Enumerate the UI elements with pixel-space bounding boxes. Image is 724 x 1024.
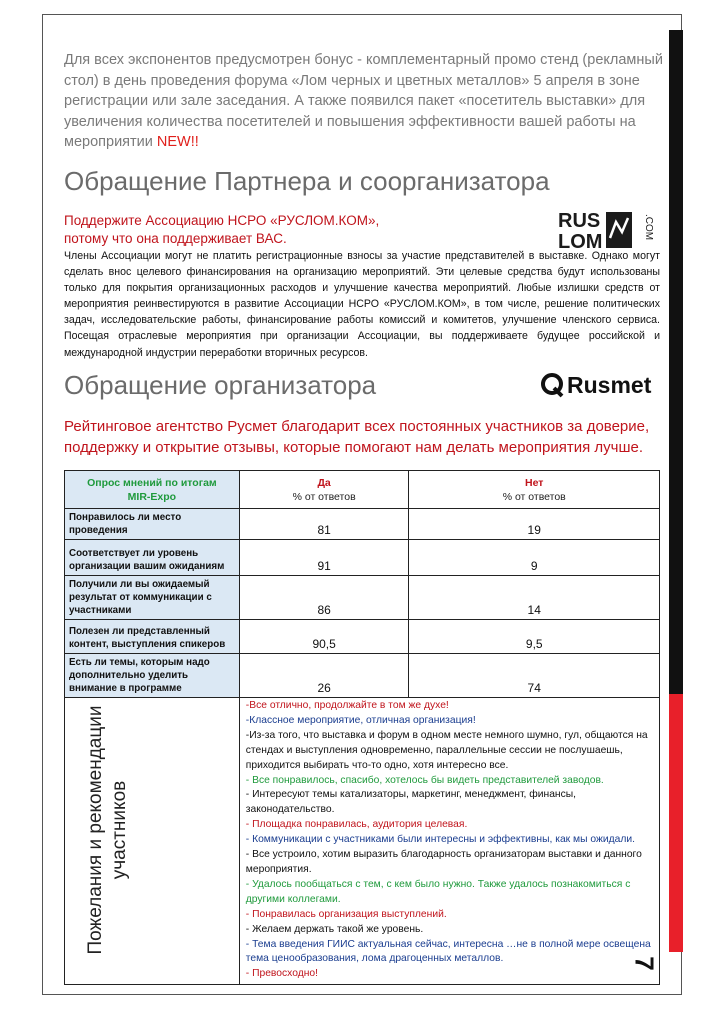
survey-header-line1: Опрос мнений по итогам [87, 476, 217, 489]
survey-no-value: 9,5 [409, 620, 660, 654]
wish-item: - Интересуют темы катализаторы, маркетинг, менеджмент, финансы, законодательство. [245, 789, 577, 816]
wish-item: -Из-за того, что выставка и форум в одном месте немного шумно, гул, общаются на стендах и выступления одновременно, параллельные сессии не послушаешь, приходится выбирать что-то одно, хотя интересно все. [245, 729, 648, 771]
partner-heading: Обращение Партнера и соорганизатора [64, 166, 550, 196]
survey-header-question [65, 471, 240, 509]
wish-item: - Удалось пообщаться с тем, с кем было нужно. Также удалось познакомиться с другими коллегами. [245, 878, 631, 905]
wishes-list [239, 698, 659, 985]
new-badge: NEW!! [156, 134, 199, 150]
ruslom-logo [556, 208, 652, 252]
intro-paragraph [64, 50, 664, 153]
rusmet-logo [540, 368, 660, 400]
survey-header-yes [239, 471, 409, 509]
wish-item: - Тема введения ГИИС актуальная сейчас, интересна …не в полной мере освещена тема ценообразования, лома драгоценных металлов. [245, 938, 651, 965]
survey-yes-value: 90,5 [239, 620, 409, 654]
ruslom-logo-mark [606, 212, 632, 248]
wish-item: -Все отлично, продолжайте в том же духе! [245, 700, 449, 711]
page-number: 7 [629, 956, 660, 971]
rusmet-logo-text: Rusmet [567, 372, 652, 398]
wish-item: - Понравилась организация выступлений. [245, 908, 447, 920]
survey-question: Соответствует ли уровень организации вашим ожиданиям [65, 540, 240, 576]
intro-text: Для всех экспонентов предусмотрен бонус - комплементарный промо стенд (рекламный стол) в день проведения форума «Лом черных и цветных металлов» 5 апреля в зоне регистрации или зале заседания. А также появился пакет «посетитель выставки» для увеличения количества посетителей и повышения эффективности вашей работы на мероприятии [64, 52, 663, 150]
survey-header-row [65, 471, 660, 509]
survey-yes-value: 81 [239, 509, 409, 540]
ruslom-logo-com: .COM [643, 214, 654, 241]
table-row [65, 509, 660, 540]
survey-no-value: 9 [409, 540, 660, 576]
no-label: Нет [525, 476, 544, 489]
ruslom-logo-rus: RUS [558, 210, 601, 232]
wish-item: - Превосходно! [245, 968, 318, 980]
wish-item: - Желаем держать такой же уровень. [245, 923, 424, 935]
wish-item: - Площадка понравилась, аудитория целевая. [245, 819, 468, 831]
yes-label: Да [317, 476, 331, 489]
ruslom-logo-lom: LOM [558, 231, 603, 253]
wish-item: - Все устроило, хотим выразить благодарность организаторам выставки и данного мероприятия. [245, 849, 642, 875]
organizer-heading: Обращение организатора [64, 370, 377, 400]
survey-yes-value: 86 [239, 576, 409, 620]
wishes-label: Пожелания и рекомендации участников [85, 705, 130, 955]
survey-question: Полезен ли представленный контент, выступления спикеров [65, 620, 240, 654]
survey-yes-value: 91 [239, 540, 409, 576]
no-pct-label: % от ответов [502, 490, 566, 503]
yes-pct-label: % от ответов [292, 490, 356, 503]
survey-no-value: 14 [409, 576, 660, 620]
wishes-label-cell [65, 698, 240, 985]
survey-question: Есть ли темы, которым надо дополнительно уделить внимание в программе [65, 654, 240, 698]
survey-yes-value: 26 [239, 654, 409, 698]
survey-header-line2: MIR-Expo [127, 490, 177, 503]
partner-lead-line1: Поддержите Ассоциацию НСРО «РУСЛОМ.КОМ», [64, 213, 380, 228]
table-row [65, 576, 660, 620]
survey-no-value: 19 [409, 509, 660, 540]
organizer-thanks: Рейтинговое агентство Русмет благодарит всех постоянных участников за доверие, поддержку и открытие отзывы, которые помогают нам делать мероприятия лучше. [64, 418, 650, 456]
wishes-row [65, 698, 660, 985]
sidebar-stripe-black [669, 30, 683, 694]
partner-lead-line2: потому что она поддерживает ВАС. [64, 231, 287, 246]
wish-item: -Классное мероприятие, отличная организация! [245, 714, 476, 726]
wish-item: - Все понравилось, спасибо, хотелось бы видеть представителей заводов. [245, 774, 604, 786]
wish-item: - Коммуникации с участниками были интересны и эффективны, как мы ожидали. [245, 834, 635, 846]
table-row [65, 654, 660, 698]
partner-lead [64, 212, 524, 248]
survey-table [64, 470, 660, 985]
survey-question: Получили ли вы ожидаемый результат от коммуникации с участниками [65, 576, 240, 620]
table-row [65, 540, 660, 576]
survey-question: Понравилось ли место проведения [65, 509, 240, 540]
partner-body: Члены Ассоциации могут не платить регистрационные взносы за участие представителей в выставке. Однако могут сделать внос целевого финансирования на организацию мероприятий. Эти целевые средства будут использованы только для покрытия организационных расходов и улучшение качества мероприятий. Любые излишки средств от мероприятия реинвестируются в развитие Ассоциации НСРО «РУСЛОМ.КОМ», в том числе, решение политических задач, исследовательские работы, финансирование работы комиссий и комитетов, улучшение членского сервиса. Посещая отраслевые мероприятия при организации Ассоциации, вы поддерживаете будущее российской и международной индустрии переработки вторичных ресурсов. [64, 250, 660, 359]
survey-no-value: 74 [409, 654, 660, 698]
table-row [65, 620, 660, 654]
sidebar-stripe-red [669, 694, 683, 952]
survey-header-no [409, 471, 660, 509]
